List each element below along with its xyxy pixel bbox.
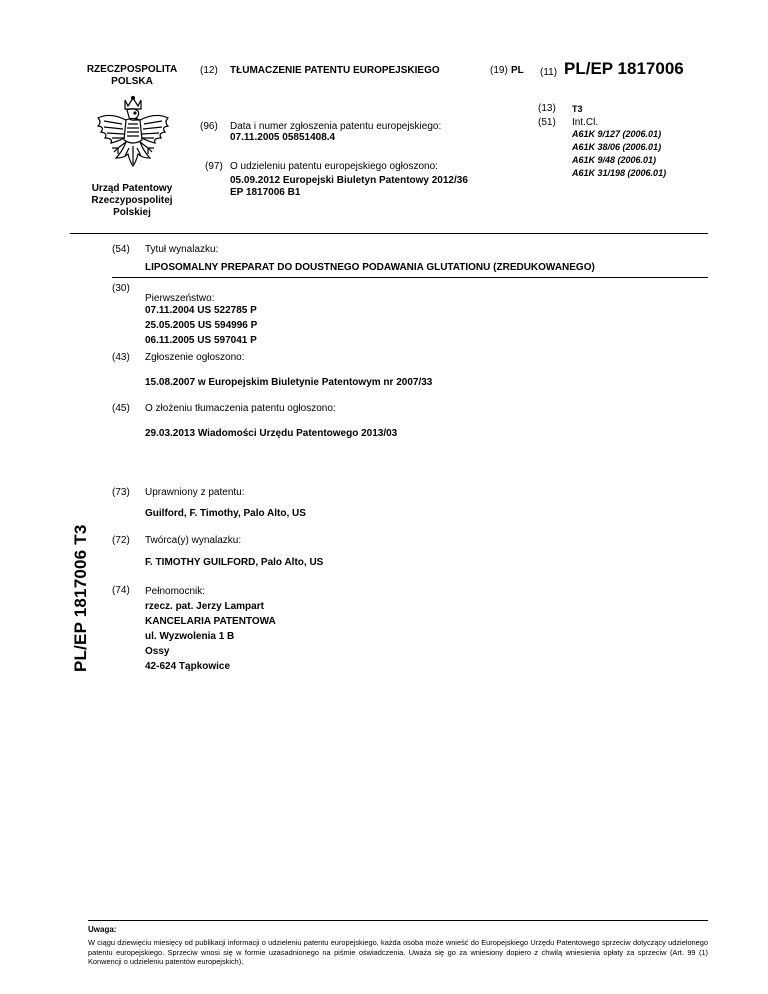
attorney-line: Ossy [145, 646, 170, 657]
country-code: PL [511, 65, 524, 76]
code-12: (12) [200, 65, 218, 76]
attorney-block [145, 599, 276, 674]
attorney-line: 42-624 Tąpkowice [145, 661, 231, 672]
owner-value: Guilford, F. Timothy, Palo Alto, US [145, 508, 306, 519]
published-value: 15.08.2007 w Europejskim Biuletynie Patentowym nr 2007/33 [145, 377, 433, 388]
kind-code: T3 [572, 104, 583, 114]
code-72: (72) [112, 535, 130, 546]
country-name [72, 64, 192, 88]
grant-label: O udzieleniu patentu europejskiego ogłoszono: [230, 161, 438, 172]
attorney-line: KANCELARIA PATENTOWA [145, 616, 276, 627]
note-label: Uwaga: [88, 925, 117, 934]
application-value: 07.11.2005 05851408.4 [230, 132, 336, 143]
grant-value-2: EP 1817006 B1 [230, 187, 301, 198]
published-label: Zgłoszenie ogłoszono: [145, 352, 245, 363]
inventor-label: Twórca(y) wynalazku: [145, 535, 242, 546]
document-type: TŁUMACZENIE PATENTU EUROPEJSKIEGO [230, 65, 440, 76]
attorney-line: ul. Wyzwolenia 1 B [145, 631, 235, 642]
code-96: (96) [200, 121, 218, 132]
translation-label: O złożeniu tłumaczenia patentu ogłoszono: [145, 403, 336, 414]
office-line-2: Rzeczypospolitej [91, 195, 173, 206]
priority-label: Pierwszeństwo: [145, 293, 215, 304]
side-patent-label: PL/EP 1817006 T3 [71, 524, 90, 672]
classification-item: A61K 38/06 (2006.01) [572, 142, 662, 152]
application-label: Data i numer zgłoszenia patentu europejskiego: [230, 121, 442, 132]
priority-item: 25.05.2005 US 594996 P [145, 320, 258, 331]
intcl-label: Int.Cl. [572, 117, 599, 128]
code-54: (54) [112, 244, 130, 255]
patent-number: PL/EP 1817006 [564, 59, 684, 78]
owner-label: Uprawniony z patentu: [145, 487, 245, 498]
code-51: (51) [538, 117, 556, 128]
priority-list [145, 303, 257, 348]
country-line-1: RZECZPOSPOLITA [86, 64, 178, 75]
classification-item: A61K 31/198 (2006.01) [572, 168, 667, 178]
eagle-emblem-icon [92, 94, 174, 178]
grant-value-1: 05.09.2012 Europejski Biuletyn Patentowy 2012/36 [230, 175, 468, 186]
code-97: (97) [205, 161, 223, 172]
attorney-label: Pełnomocnik: [145, 586, 206, 597]
code-45: (45) [112, 403, 130, 414]
code-13: (13) [538, 103, 556, 114]
header-divider [70, 233, 708, 234]
priority-item: 07.11.2004 US 522785 P [145, 305, 257, 316]
title-label: Tytuł wynalazku: [145, 244, 219, 255]
priority-item: 06.11.2005 US 597041 P [145, 335, 257, 346]
attorney-line: rzecz. pat. Jerzy Lampart [145, 601, 264, 612]
office-line-3: Polskiej [113, 207, 151, 218]
inventor-value: F. TIMOTHY GUILFORD, Palo Alto, US [145, 557, 324, 568]
invention-title: LIPOSOMALNY PREPARAT DO DOUSTNEGO PODAWANIA GLUTATIONU (ZREDUKOWANEGO) [145, 262, 595, 273]
code-30: (30) [112, 283, 130, 294]
code-43: (43) [112, 352, 130, 363]
title-divider [112, 277, 708, 278]
code-73: (73) [112, 487, 130, 498]
code-11: (11) [540, 67, 558, 78]
office-line-1: Urząd Patentowy [91, 183, 173, 194]
code-74: (74) [112, 585, 130, 596]
footer-divider [88, 920, 708, 921]
classification-item: A61K 9/48 (2006.01) [572, 155, 657, 165]
translation-value: 29.03.2013 Wiadomości Urzędu Patentowego 2013/03 [145, 428, 398, 439]
country-line-2: POLSKA [111, 76, 153, 87]
code-19: (19) [490, 65, 508, 76]
classification-item: A61K 9/127 (2006.01) [572, 129, 662, 139]
note-text: W ciągu dziewięciu miesięcy od publikacji informacji o udzieleniu patentu europejskiego, każda osoba może wnieść do Europejskiego Urzędu Patentowego sprzeciw dotyczący udzielonego patentu europejskiego. Sprzeciw wnosi się w formie uzasadnionego na piśmie oświadczenia. Uważa się go za wniesiony dopiero z chwilą wniesienia opłaty za sprzeciw (Art. 99 (1) Konwencji o udzieleniu patentów europejskich). [88, 938, 708, 966]
classification-list [572, 128, 666, 180]
patent-office [62, 183, 202, 219]
